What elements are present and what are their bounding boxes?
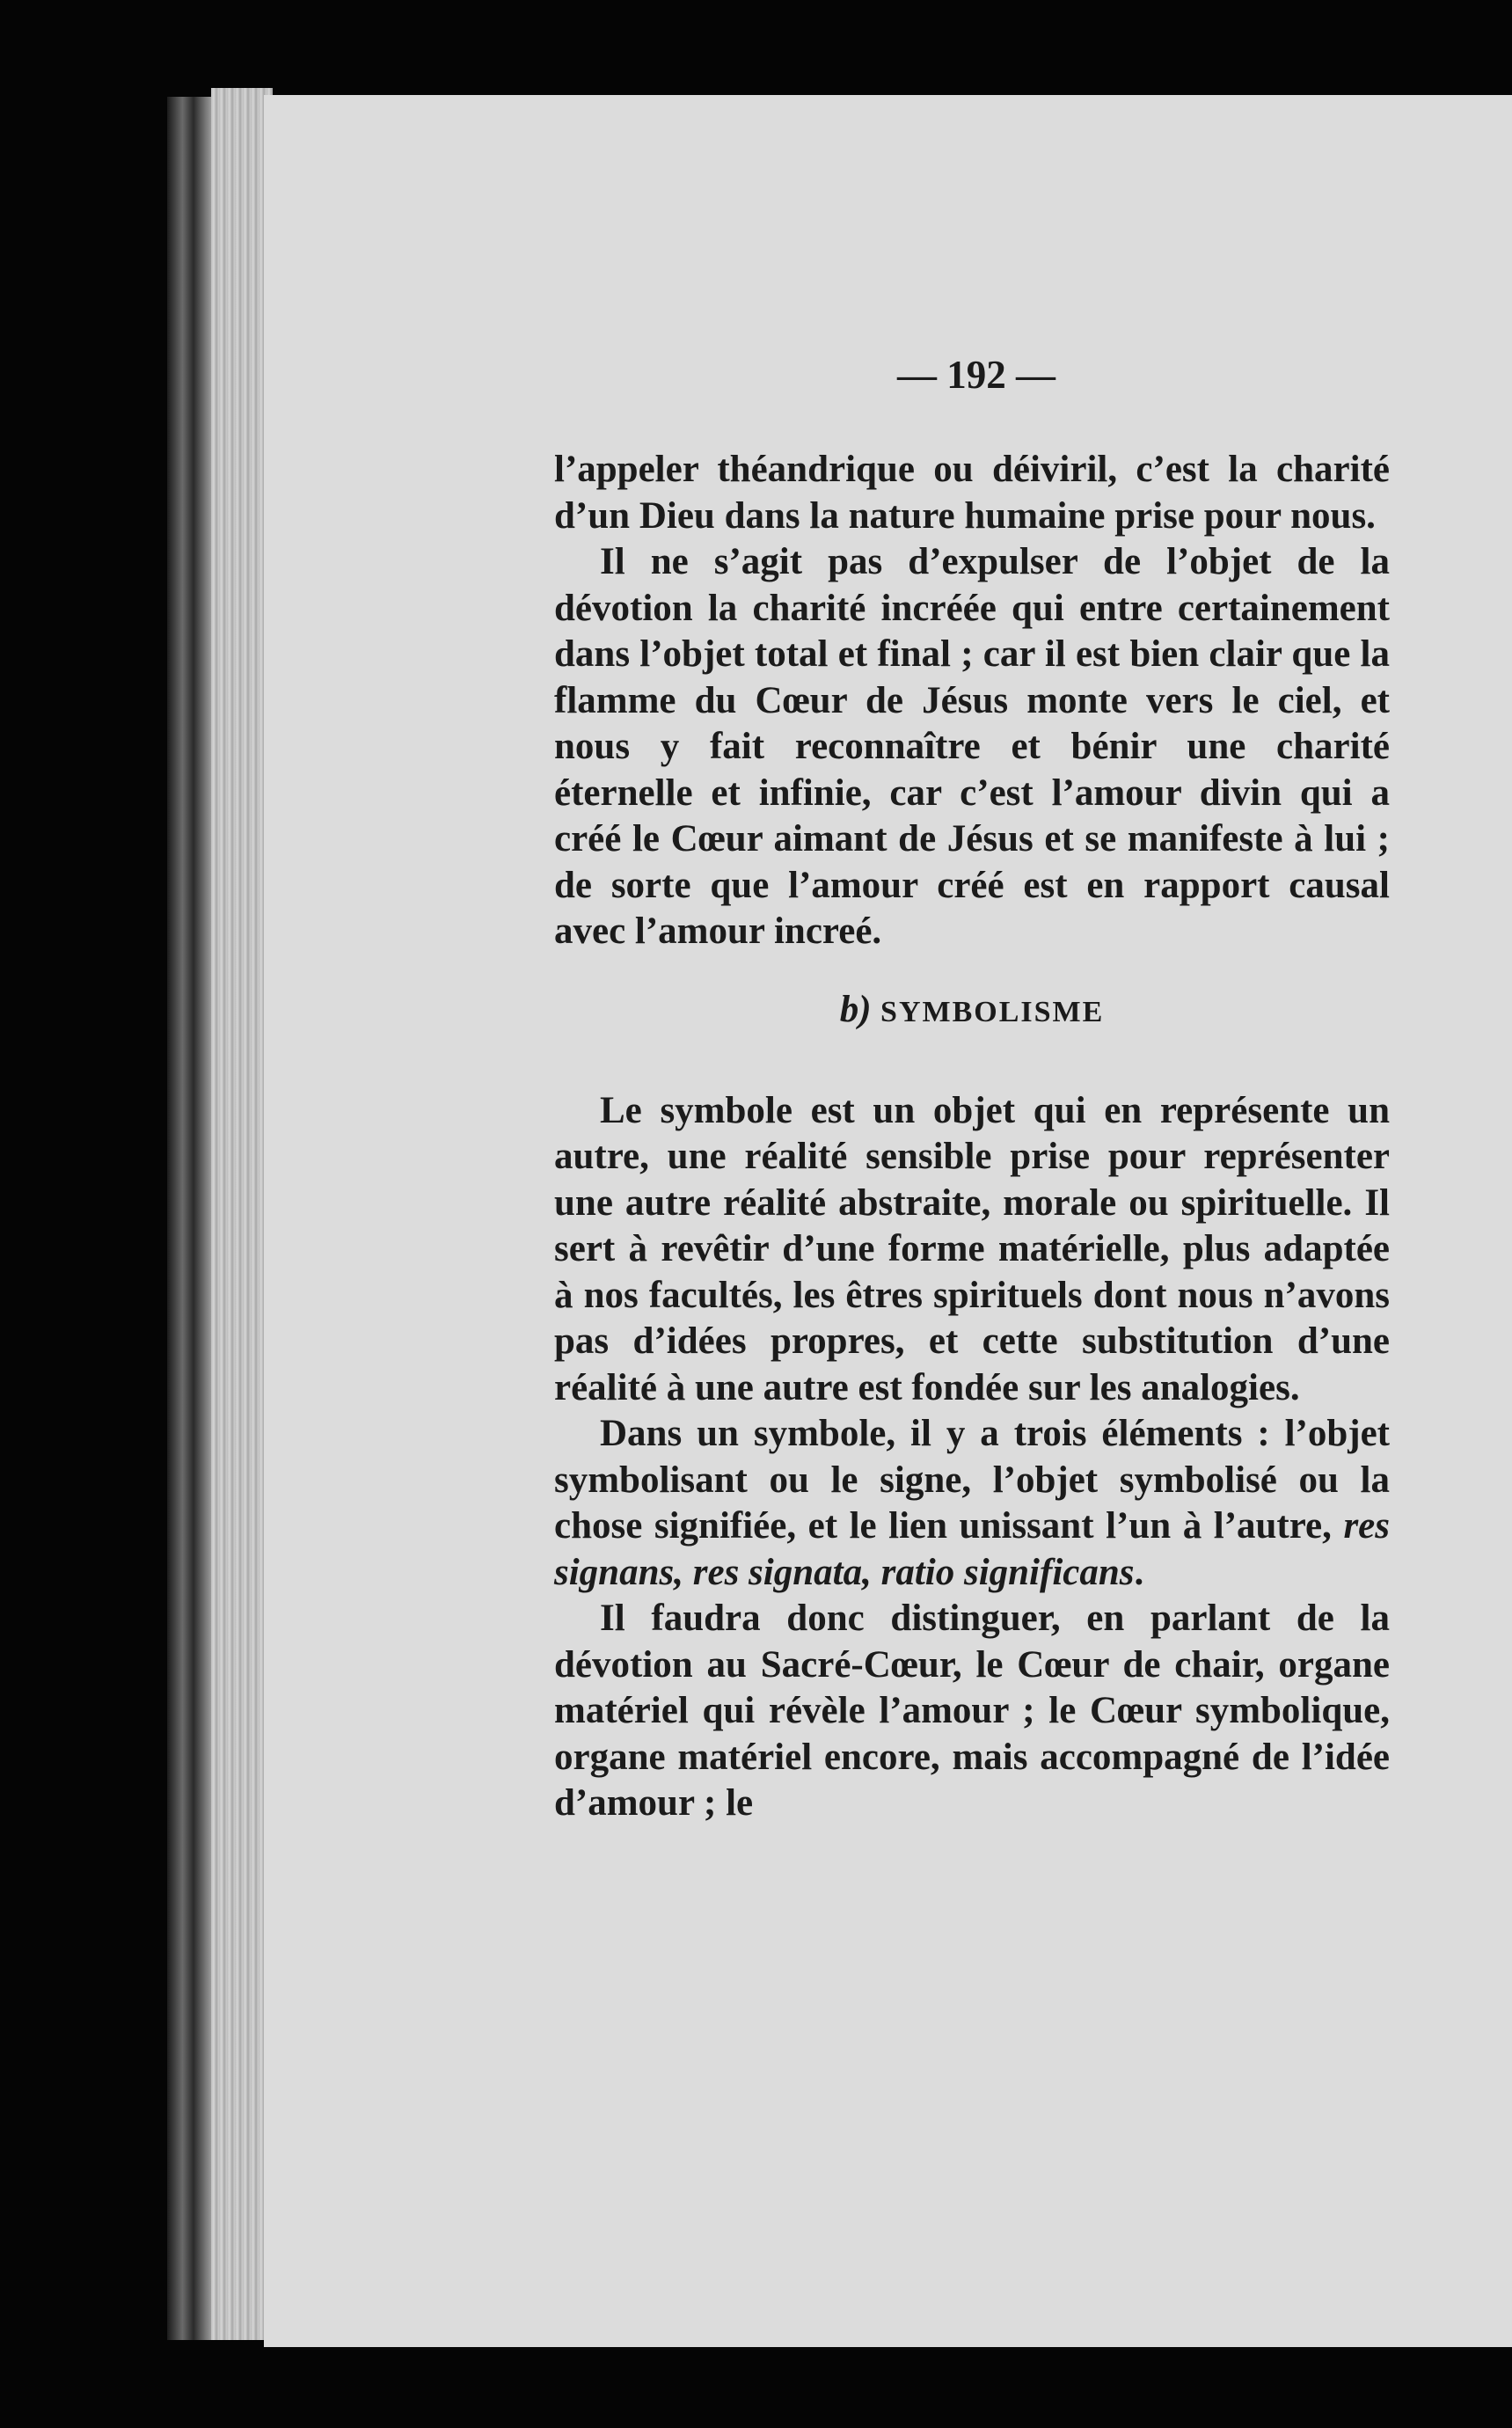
paragraph-4-end: . (1134, 1551, 1144, 1593)
book-spine (167, 97, 211, 2340)
paragraph-4-latin: res signans, res signata, ratio significans (554, 1505, 1390, 1593)
section-heading-letter: b) (839, 988, 872, 1030)
section-heading-text: SYMBOLISME (880, 995, 1105, 1028)
page-body (554, 447, 1390, 1827)
paragraph-3: Le symbole est un objet qui en représente un autre, une réalité sensible prise pour représenter une autre réalité abstraite, morale ou spirituelle. Il sert à revêtir d’une forme matérielle, plus adaptée à nos facultés, les êtres spirituels dont nous n’avons pas d’idées propres, et cette substitution d’une réalité à une autre est fondée sur les analogies. (554, 1089, 1390, 1408)
paragraph-4-start: Dans un symbole, il y a trois éléments : l’objet symbolisant ou le signe, l’objet symbolisé ou la chose signifiée, et le lien unissant l’un à l’autre, (554, 1413, 1390, 1547)
section-heading (554, 955, 1390, 1088)
paragraph-2: Il ne s’agit pas d’expulser de l’objet de la dévotion la charité incréée qui entre certainement dans l’objet total et final ; car il est bien clair que la flamme du Cœur de Jésus monte vers le ciel, et nous y fait reconnaître et bénir une charité éternelle et infinie, car c’est l’amour divin qui a créé le Cœur aimant de Jésus et se manifeste à lui ; de sorte que l’amour créé est en rapport causal avec l’amour increé. (554, 541, 1390, 952)
paragraph-5: Il faudra donc distinguer, en parlant de la dévotion au Sacré-Cœur, le Cœur de chair, organe matériel qui révèle l’amour ; le Cœur symbolique, organe matériel encore, mais accompagné de l’idée d’amour ; le (554, 1598, 1390, 1824)
paragraph-4 (554, 1411, 1390, 1596)
page-number: — 192 — (897, 353, 1055, 397)
paragraph-1: l’appeler théandrique ou déiviril, c’est la charité d’un Dieu dans la nature humaine prise pour nous. (554, 449, 1390, 537)
